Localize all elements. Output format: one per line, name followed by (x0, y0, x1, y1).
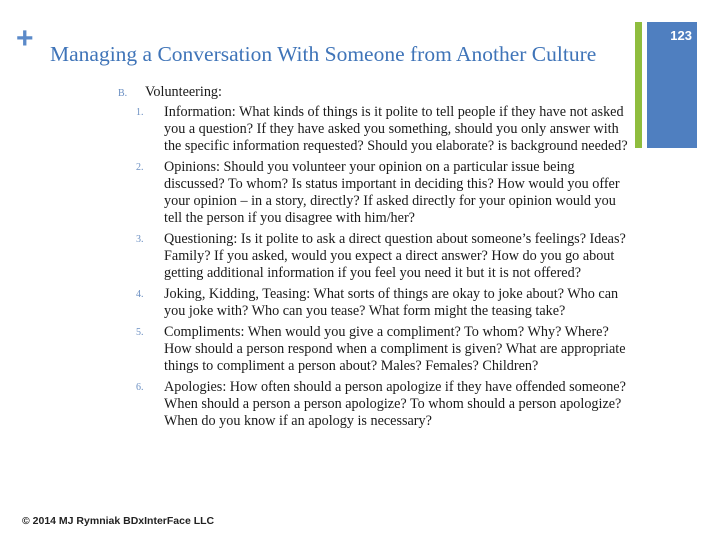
list-item (136, 324, 636, 375)
list-item-text: Apologies: How often should a person apologize if they have offended someone? When should a person a person apologize? To whom should a person apologize? When do you know if an apology is necessary? (164, 379, 626, 429)
section-label: Volunteering: (145, 84, 222, 100)
list-item (136, 159, 636, 227)
section-heading (118, 84, 222, 102)
accent-green-bar (635, 22, 642, 148)
list-item (136, 104, 636, 155)
list-item-text: Compliments: When would you give a compliment? To whom? Why? Where? How should a person respond when a compliment is given? What are appropriate things to compliment a person about? Males? Females? Children? (164, 324, 626, 374)
list-item-number: 2. (136, 162, 144, 173)
copyright-footer: © 2014 MJ Rymniak BDxInterFace LLC (22, 515, 215, 527)
list-item-number: 5. (136, 327, 144, 338)
list-item-number: 3. (136, 234, 144, 245)
list-item-text: Opinions: Should you volunteer your opinion on a particular issue being discussed? To whom? Is status important in deciding this? How would you offer your opinion – in a story, directly? If asked directly for your opinion would you tell the person if you disagree with him/her? (164, 159, 620, 226)
list-item-text: Information: What kinds of things is it polite to tell people if they have not asked you a question? If they have asked you something, should you only answer with the specific information requested? Should you elaborate? is background needed? (164, 104, 628, 154)
list-item-number: 6. (136, 382, 144, 393)
list-item-number: 1. (136, 107, 144, 118)
section-letter: B. (118, 88, 128, 99)
page-number: 123 (670, 28, 692, 43)
plus-icon: + (16, 22, 34, 55)
list-item-number: 4. (136, 289, 144, 300)
list-item-text: Questioning: Is it polite to ask a direct question about someone’s feelings? Ideas? Family? If you asked, would you expect a direct answer? How do you go about getting additional information if you feel you need it but it is not offered? (164, 231, 626, 281)
slide-title: Managing a Conversation With Someone from Another Culture (50, 42, 597, 66)
list-item (136, 286, 636, 320)
list-item (136, 379, 636, 430)
question-list (136, 104, 636, 434)
list-item (136, 231, 636, 282)
list-item-text: Joking, Kidding, Teasing: What sorts of things are okay to joke about? Who can you joke with? Who can you tease? What form might the teasing take? (164, 286, 619, 319)
